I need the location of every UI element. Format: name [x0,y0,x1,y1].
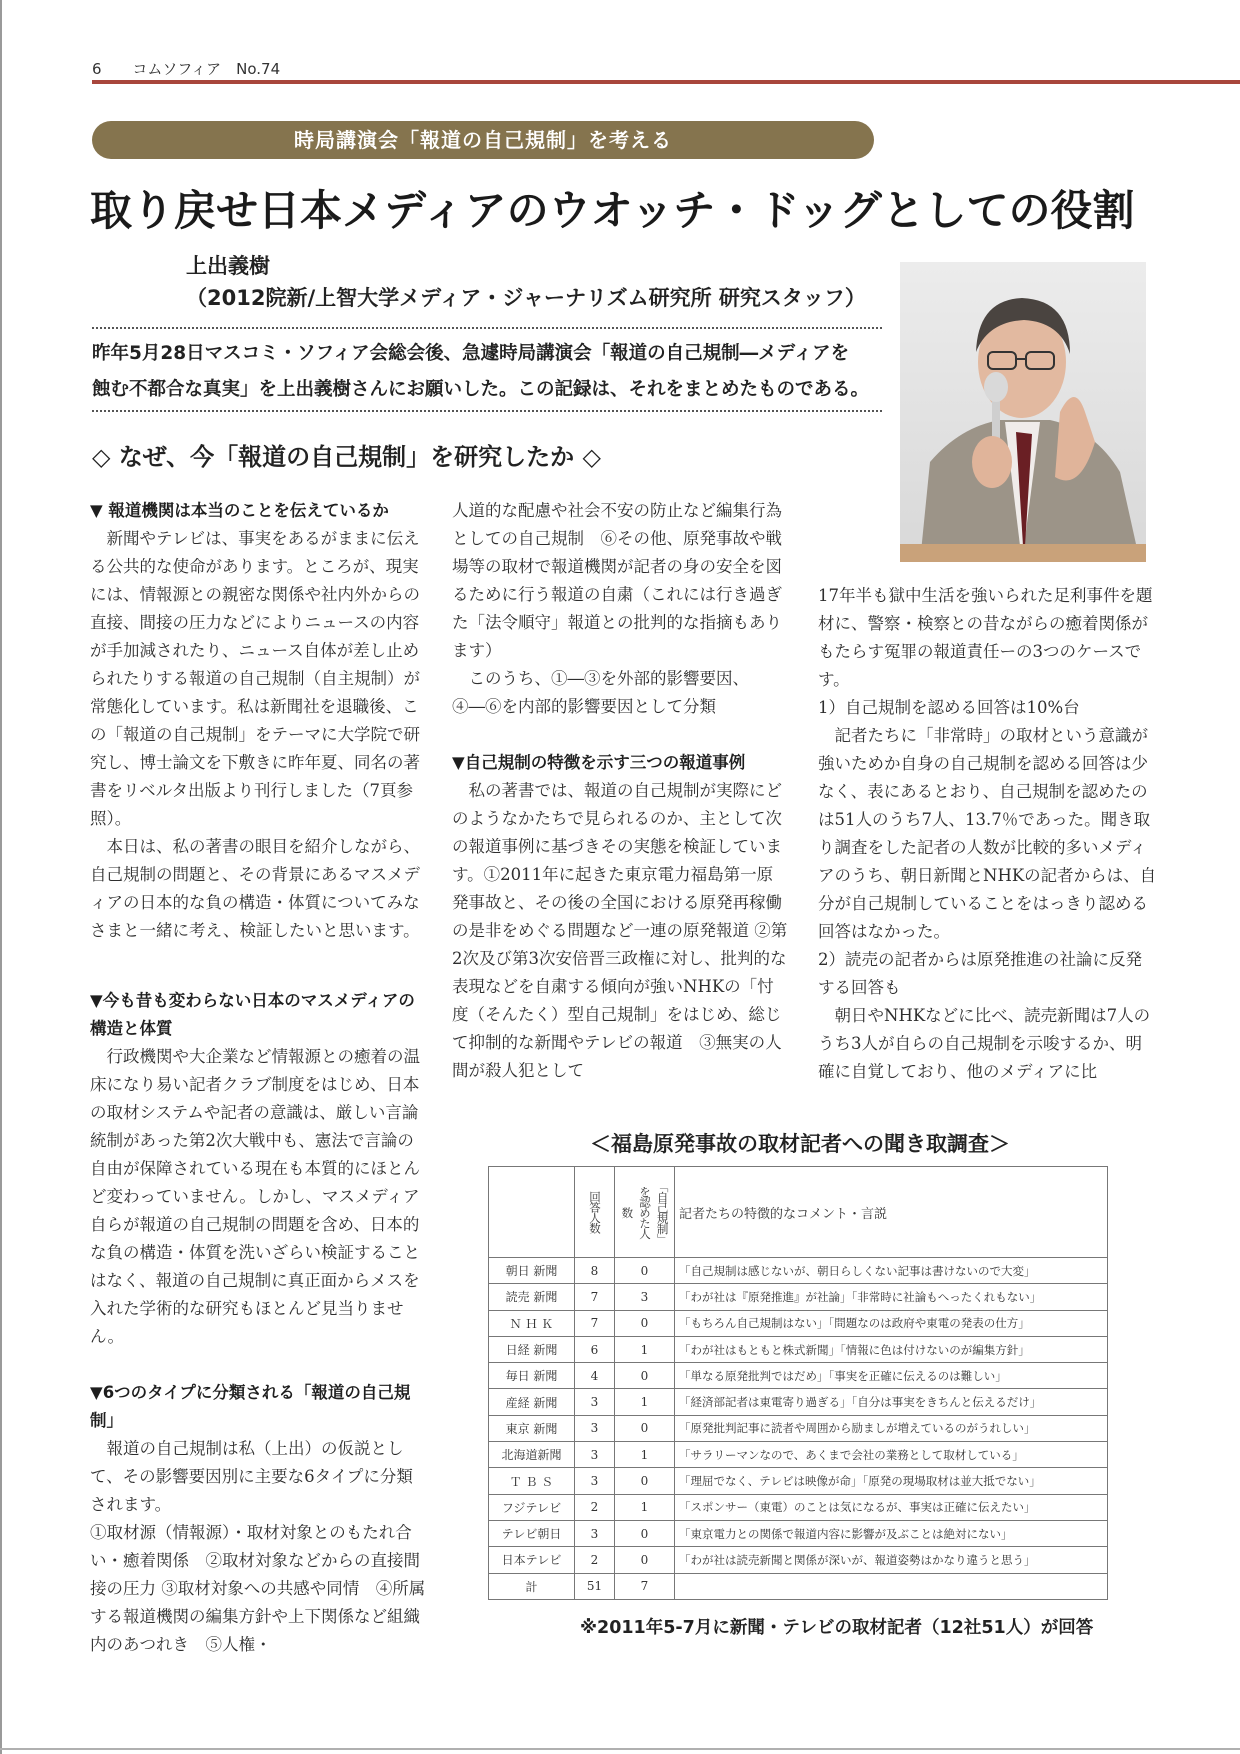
table-row [489,1573,1108,1599]
page-edge-bottom [0,1748,1240,1750]
admitted-cell: 0 [615,1258,675,1284]
author-affiliation: （2012院新/上智大学メディア・ジャーナリズム研究所 研究スタッフ） [186,286,866,310]
lead-rule-top [92,327,882,329]
survey-table [488,1166,1108,1600]
author-name: 上出義樹 [186,254,270,278]
admitted-cell: 1 [615,1389,675,1415]
comment-cell: 「スポンサー（東電）のことは気になるが、事実は正確に伝えたい」 [675,1494,1108,1520]
header-comments: 記者たちの特徴的なコメント・言説 [675,1167,1108,1258]
table-row [489,1363,1108,1389]
author-block [186,250,866,314]
org-cell: Ｎ Ｈ Ｋ [489,1310,575,1336]
table-row [489,1494,1108,1520]
text-column-2 [452,497,788,1085]
org-cell: 計 [489,1573,575,1599]
org-cell: テレビ朝日 [489,1520,575,1546]
paragraph: 本日は、私の著書の眼目を紹介しながら、自己規制の問題と、その背景にあるマスメディアの日本的な負の構造・体質についてみなさまと一緒に考え、検証したいと思います。 [90,837,420,940]
comment-cell: 「わが社は読売新聞と関係が深いが、報道姿勢はかなり違うと思う」 [675,1547,1108,1573]
org-cell: 東京 新聞 [489,1415,575,1441]
org-cell: 朝日 新聞 [489,1258,575,1284]
comment-cell: 「原発批判記事に読者や周囲から励ましが増えているのがうれしい」 [675,1415,1108,1441]
paragraph: ①取材源（情報源）・取材対象とのもたれ合い・癒着関係 ②取材対象などからの直接間接の圧力 ③取材対象への共感や同情 ④所属する報道機関の編集方針や上下関係など組織内のあつれき ⑤人権・ [90,1523,426,1654]
respondents-cell: 8 [575,1258,615,1284]
respondents-cell: 51 [575,1573,615,1599]
admitted-cell: 0 [615,1547,675,1573]
respondents-cell: 3 [575,1520,615,1546]
paragraph: 人道的な配慮や社会不安の防止など編集行為としての自己規制 ⑥その他、原発事故や戦場等の取材で報道機関が記者の身の安全を図るために行う報道の自粛（これには行き過ぎた「法令順守」報道との批判的な指摘もあります） [452,501,782,660]
lead-line-2: 蝕む不都合な真実」を上出義樹さんにお願いした。この記録は、それをまとめたものである。 [92,379,870,400]
subheading: ▼今も昔も変わらない日本のマスメディアの構造と体質 [90,991,415,1038]
admitted-cell: 3 [615,1284,675,1310]
admitted-cell: 1 [615,1442,675,1468]
paragraph: 行政機関や大企業など情報源との癒着の温床になり易い記者クラブ制度をはじめ、日本の取材システムや記者の意識は、厳しい言論統制があった第2次大戦中も、憲法で言論の自由が保障されている現在も本質的にほとんど変わっていません。しかし、マスメディア自らが報道の自己規制の問題を含め、日本的な負の構造・体質を洗いざらい検証することはなく、報道の自己規制に真正面からメスを入れた学術的な研究もほとんど見当りません。 [90,1047,420,1346]
respondents-cell: 7 [575,1284,615,1310]
table-row [489,1310,1108,1336]
text-column-3 [818,582,1158,1086]
subheading: ▼ 報道機関は本当のことを伝えているか [90,501,389,520]
admitted-cell: 1 [615,1494,675,1520]
table-row [489,1389,1108,1415]
lead-line-1: 昨年5月28日マスコミ・ソフィア会総会後、急遽時局講演会「報道の自己規制―メディアを [92,343,850,364]
org-cell: 産経 新聞 [489,1389,575,1415]
event-banner: 時局講演会「報道の自己規制」を考える [92,121,874,159]
comment-cell: 「サラリーマンなので、あくまで会社の業務として取材している」 [675,1442,1108,1468]
comment-cell: 「経済部記者は東電寄り過ぎる」「自分は事実をきちんと伝えるだけ」 [675,1389,1108,1415]
admitted-cell: 1 [615,1336,675,1362]
respondents-cell: 4 [575,1363,615,1389]
table-row [489,1442,1108,1468]
comment-cell [675,1573,1108,1599]
admitted-cell: 0 [615,1468,675,1494]
subsection-label: 2）読売の記者からは原発推進の社論に反発する回答も [818,950,1142,997]
table-header-row [489,1167,1108,1258]
comment-cell: 「自己規制は感じないが、朝日らしくない記事は書けないので大変」 [675,1258,1108,1284]
comment-cell: 「もちろん自己規制はない」「問題なのは政府や東電の発表の仕方」 [675,1310,1108,1336]
header-rule [92,80,1240,84]
paragraph: 新聞やテレビは、事実をあるがままに伝える公共的な使命があります。ところが、現実には、情報源との親密な関係や社内外からの直接、間接の圧力などによりニュースの内容が手加減されたり、ニュース自体が差し止められたりする報道の自己規制（自主規制）が常態化しています。私は新聞社を退職後、この「報道の自己規制」をテーマに大学院で研究し、博士論文を下敷きに昨年夏、同名の著書をリベルタ出版より刊行しました（7頁参照）。 [90,529,420,828]
table-footnote: ※2011年5-7月に新聞・テレビの取材記者（12社51人）が回答 [580,1618,1094,1638]
table-row [489,1258,1108,1284]
comment-cell: 「理屈でなく、テレビは映像が命」「原発の現場取材は並大抵でない」 [675,1468,1108,1494]
section-heading: ◇ なぜ、今「報道の自己規制」を研究したか ◇ [92,443,601,471]
respondents-cell: 3 [575,1415,615,1441]
header-respondents: 回答人数 [575,1167,615,1258]
comment-cell: 「わが社は『原発推進』が社論」「非常時に社論もへったくれもない」 [675,1284,1108,1310]
subheading: ▼自己規制の特徴を示す三つの報道事例 [452,753,746,772]
respondents-cell: 3 [575,1468,615,1494]
table-row [489,1284,1108,1310]
org-cell: 毎日 新聞 [489,1363,575,1389]
lead-rule-bottom [92,410,882,412]
table-row [489,1415,1108,1441]
table-title: ＜福島原発事故の取材記者への聞き取調査＞ [590,1132,1010,1156]
respondents-cell: 3 [575,1442,615,1468]
page-number: 6 [92,60,102,78]
org-cell: Ｔ Ｂ Ｓ [489,1468,575,1494]
respondents-cell: 3 [575,1389,615,1415]
table-row [489,1520,1108,1546]
table-row [489,1336,1108,1362]
running-header [92,58,280,79]
header-admitted: 「自己規制」 を認めた人 数 [615,1167,675,1258]
paragraph: 報道の自己規制は私（上出）の仮説として、その影響要因別に主要な6タイプに分類されます。 [90,1439,413,1514]
publication-name: コムソフィア No.74 [132,60,281,78]
respondents-cell: 7 [575,1310,615,1336]
org-cell: 読売 新聞 [489,1284,575,1310]
admitted-cell: 0 [615,1520,675,1546]
org-cell: フジテレビ [489,1494,575,1520]
respondents-cell: 6 [575,1336,615,1362]
paragraph: 朝日やNHKなどに比べ、読売新聞は7人のうち3人が自らの自己規制を示唆するか、明確に自覚しており、他のメディアに比 [818,1006,1151,1081]
header-org [489,1167,575,1258]
table-row [489,1547,1108,1573]
text-column-1 [90,497,426,1659]
comment-cell: 「わが社はもともと株式新聞」「情報に色は付けないのが編集方針」 [675,1336,1108,1362]
lead-paragraph [92,336,892,408]
subsection-label: 1）自己規制を認める回答は10%台 [818,698,1080,717]
paragraph: このうち、①―③を外部的影響要因、④―⑥を内部的影響要因として分類 [452,669,749,716]
subheading: ▼6つのタイプに分類される「報道の自己規制」 [90,1383,411,1430]
comment-cell: 「単なる原発批判ではだめ」「事実を正確に伝えるのは難しい」 [675,1363,1108,1389]
speaker-photo [900,262,1146,562]
org-cell: 日本テレビ [489,1547,575,1573]
paragraph: 私の著書では、報道の自己規制が実際にどのようなかたちで見られるのか、主として次の報道事例に基づきその実態を検証しています。①2011年に起きた東京電力福島第一原発事故と、その後の全国における原発再稼働の是非をめぐる問題など一連の原発報道 ②第2次及び第3次安倍晋三政権に対し、批判的な表現などを自粛する傾向が強いNHKの「忖度（そんたく）型自己規制」をはじめ、総じて抑制的な新聞やテレビの報道 ③無実の人間が殺人犯として [452,781,788,1080]
respondents-cell: 2 [575,1494,615,1520]
page-edge [0,0,2,1754]
paragraph: 17年半も獄中生活を強いられた足利事件を題材に、警察・検察との昔ながらの癒着関係がもたらす冤罪の報道責任ーの3つのケースです。 [818,586,1153,689]
paragraph: 記者たちに「非常時」の取材という意識が強いためか自身の自己規制を認める回答は少なく、表にあるとおり、自己規制を認めたのは51人のうち7人、13.7％であった。聞き取り調査をした記者の人数が比較的多いメディアのうち、朝日新聞とNHKの記者からは、自分が自己規制していることをはっきり認める回答はなかった。 [818,726,1157,941]
article-title: 取り戻せ日本メディアのウオッチ・ドッグとしての役割 [90,186,1135,235]
admitted-cell: 7 [615,1573,675,1599]
comment-cell: 「東京電力との関係で報道内容に影響が及ぶことは絶対にない」 [675,1520,1108,1546]
admitted-cell: 0 [615,1310,675,1336]
admitted-cell: 0 [615,1415,675,1441]
admitted-cell: 0 [615,1363,675,1389]
org-cell: 日経 新聞 [489,1336,575,1362]
respondents-cell: 2 [575,1547,615,1573]
table-row [489,1468,1108,1494]
org-cell: 北海道新聞 [489,1442,575,1468]
